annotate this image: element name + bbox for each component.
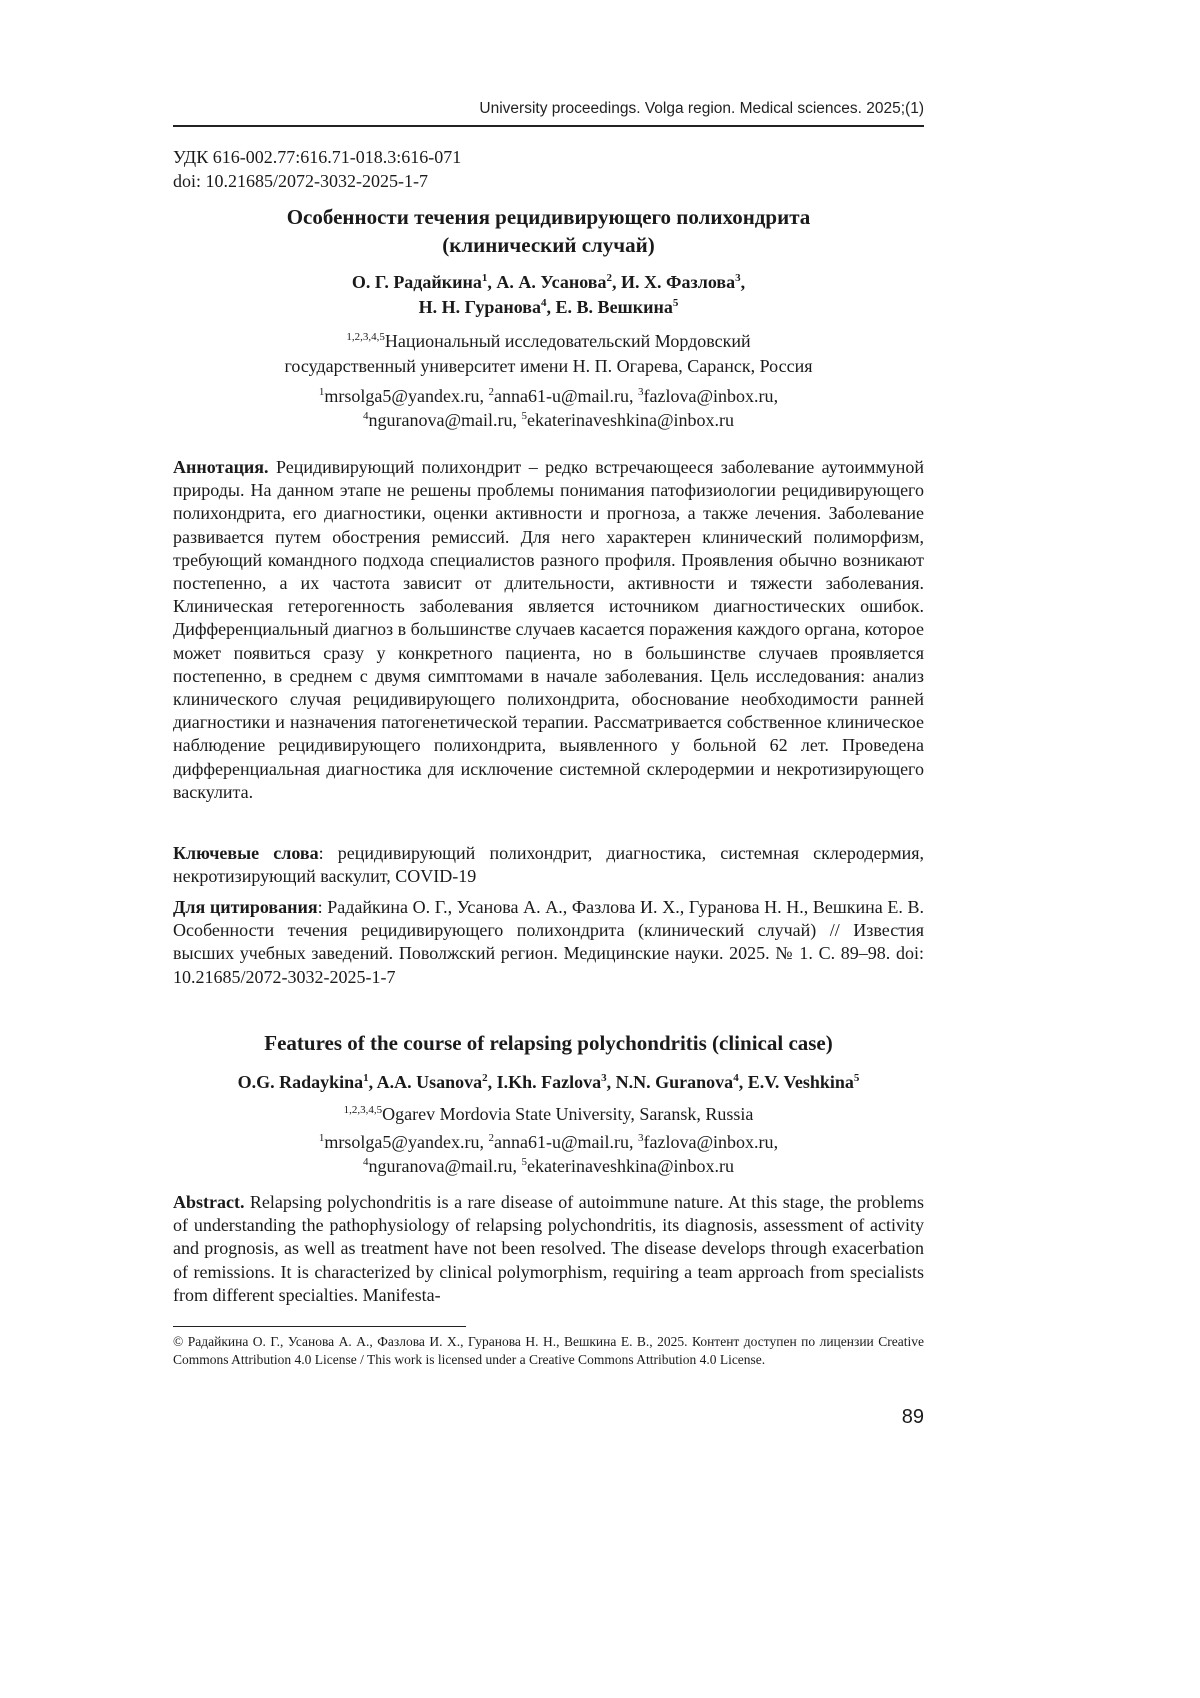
doi: doi: 10.21685/2072-3032-2025-1-7 [173,171,428,191]
email-link[interactable]: $^2$anna61-u@mail.ru [488,386,630,406]
email-link[interactable]: $^4$nguranova@mail.ru [362,410,513,430]
email-link[interactable]: $^2$anna61-u@mail.ru [488,1132,630,1152]
en-emails: $^1$mrsolga5@yandex.ru, $^2$anna61-u@mail.ru, $^3$fazlova@inbox.ru, $^4$nguranova@mail.ru, $^5$ekaterinaveshkina@inbox.ru [318,1132,779,1176]
ru-authors [173,270,924,320]
author: N.N. Guranova$^4$, [615,1072,748,1092]
ru-title-line-1: Особенности течения рецидивирующего полихондрита [286,205,811,229]
email-link[interactable]: $^3$fazlova@inbox.ru [638,386,774,406]
author: О. Г. Радайкина$^1$, [351,272,497,292]
email-link[interactable]: $^3$fazlova@inbox.ru [638,1132,774,1152]
author: А. А. Усанова$^2$, [496,272,622,292]
ru-abstract [173,456,924,804]
ru-citation-text: : Радайкина О. Г., Усанова А. А., Фазлова И. Х., Гуранова Н. Н., Вешкина Е. В. Особенности течения рецидивирующего полихондрита (клинический случай) // Известия высших учебных заведений. Поволжский регион. Медицинские науки. 2025. № 1. С. 89–98. doi: 10.21685/2072-3032-2025-1-7 [173,897,924,987]
udk-code: УДК 616-002.77:616.71-018.3:616-071 [173,147,462,167]
ru-keywords-label: Ключевые слова [173,843,319,863]
en-title: Features of the course of relapsing polychondritis (clinical case) [264,1031,833,1055]
ru-abstract-label: Аннотация. [173,457,269,477]
copyright-footnote: © Радайкина О. Г., Усанова А. А., Фазлова И. Х., Гуранова Н. Н., Вешкина Е. В., 2025. Контент доступен по лицензии Creative Commons Attribution 4.0 License / This work is licensed under a Creative Commons Attribution 4.0 License. [173,1334,924,1368]
author: I.Kh. Fazlova$^3$, [496,1072,616,1092]
ru-abstract-text: Рецидивирующий полихондрит – редко встречающееся заболевание аутоиммуной природы. На данном этапе не решены проблемы понимания патофизиологии рецидивирующего полихондрита, его диагностики, оценки активности и прогноза, а также лечения. Заболевание развивается путем обострения ремиссий. Для него характерен клинический полиморфизм, требующий командного подхода специалистов разного профиля. Проявления обычно возникают постепенно, а их частота зависит от длительности, активности и тяжести заболевания. Клиническая гетерогенность заболевания является источником диагностических ошибок. Дифференциальный диагноз в большинстве случаев касается поражения каждого органа, которое может появиться сразу у конкретного пациента, но в большинстве случаев проявляется постепенно, в среднем с двумя симптомами в начале заболевания. Цель исследования: анализ клинического случая рецидивирующего полихондрита, обоснование необходимости ранней диагностики и назначения патогенетической терапии. Рассматривается собственное клиническое наблюдение рецидивирующего полихондрита, выявленного у больной 62 лет. Проведена дифференциальная диагностика для исключение системной склеродермии и некротизирующего васкулита. [173,457,924,802]
email-link[interactable]: $^1$mrsolga5@yandex.ru [318,1132,480,1152]
author: Н. Н. Гуранова$^4$, [418,297,556,317]
author: A.A. Usanova$^2$, [376,1072,497,1092]
email-link[interactable]: $^5$ekaterinaveshkina@inbox.ru [521,1156,735,1176]
running-head: University proceedings. Volga region. Medical sciences. 2025;(1) [479,100,924,117]
ru-title-line-2: (клинический случай) [442,233,655,257]
email-link[interactable]: $^4$nguranova@mail.ru [362,1156,513,1176]
email-link[interactable]: $^5$ekaterinaveshkina@inbox.ru [521,410,735,430]
en-abstract-label: Abstract. [173,1192,245,1212]
ru-keywords [173,842,924,888]
footnote-rule [173,1326,466,1327]
header-rule [173,125,924,127]
en-authors [173,1070,924,1095]
ru-keywords-text: : рецидивирующий полихондрит, диагностика, системная склеродермия, некротизирующий васкулит, COVID-19 [173,843,924,887]
ru-citation-label: Для цитирования [173,897,318,917]
author: O.G. Radaykina$^1$, [237,1072,377,1092]
en-abstract [173,1191,924,1307]
en-affiliation: $^{1,2,3,4,5}$Ogarev Mordovia State University, Saransk, Russia [343,1104,754,1124]
email-link[interactable]: $^1$mrsolga5@yandex.ru [318,386,480,406]
en-abstract-text: Relapsing polychondritis is a rare disease of autoimmune nature. At this stage, the problems of understanding the pathophysiology of relapsing polychondritis, its diagnosis, assessment of activity and prognosis, as well as treatment have not been resolved. The disease develops through exacerbation of remissions. It is characterized by clinical polymorphism, requiring a team approach from specialists from different specialties. Manifesta- [173,1192,924,1305]
ru-citation [173,896,924,989]
ru-affiliation: $^{1,2,3,4,5}$Национальный исследовательский Мордовский государственный университет имени Н. П. Огарева, Саранск, Россия [284,331,813,376]
ru-title [173,203,924,259]
udk-block [173,145,461,193]
ru-emails: $^1$mrsolga5@yandex.ru, $^2$anna61-u@mail.ru, $^3$fazlova@inbox.ru, $^4$nguranova@mail.ru, $^5$ekaterinaveshkina@inbox.ru [318,386,779,430]
author: Е. В. Вешкина$^5$ [555,297,679,317]
author: E.V. Veshkina$^5$ [747,1072,860,1092]
author: И. Х. Фазлова$^3$, [621,272,746,292]
page-number: 89 [901,1406,924,1428]
